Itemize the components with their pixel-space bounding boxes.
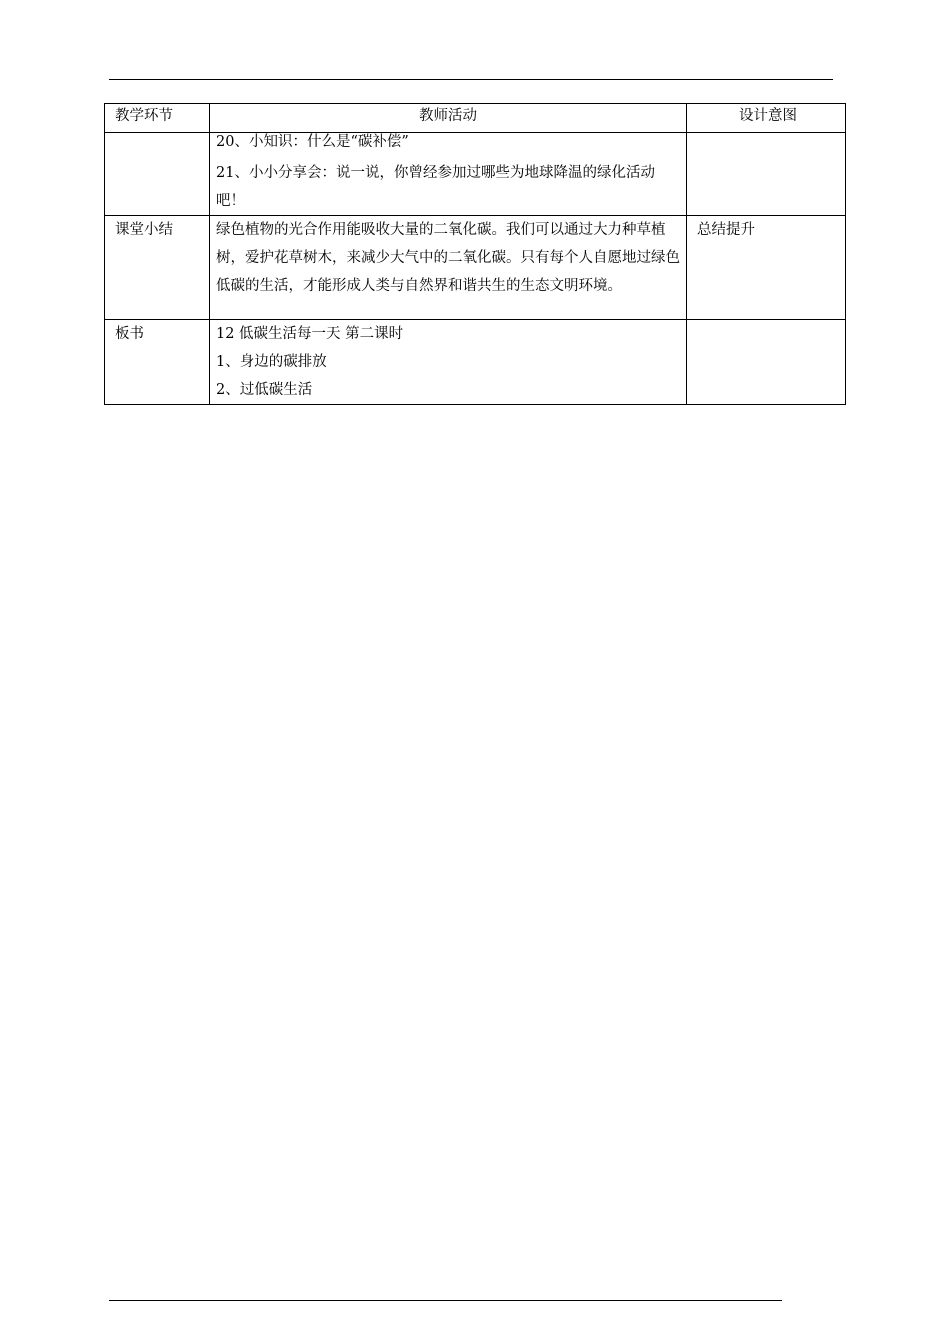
- header-activity: 教师活动: [210, 104, 687, 133]
- lesson-plan-table: [104, 103, 846, 405]
- table-header-row: [105, 104, 846, 133]
- activity-line: 21、小小分享会：说一说，你曾经参加过哪些为地球降温的绿化活动吧！: [216, 165, 655, 209]
- section-cell: 课堂小结: [105, 216, 210, 320]
- header-section: 教学环节: [105, 104, 210, 133]
- activity-line: 1、身边的碳排放: [216, 354, 327, 370]
- section-cell: 板书: [105, 320, 210, 405]
- footer-rule: [109, 1300, 782, 1301]
- table-row: [105, 320, 846, 405]
- activity-line: 2、过低碳生活: [216, 382, 313, 398]
- activity-line: 绿色植物的光合作用能吸收大量的二氧化碳。我们可以通过大力种草植树，爱护花草树木，来减少大气中的二氧化碳。只有每个人自愿地过绿色低碳的生活，才能形成人类与自然界和谐共生的生态文明环境。: [216, 222, 680, 294]
- header-intent: 设计意图: [687, 104, 846, 133]
- intent-cell: 总结提升: [687, 216, 846, 320]
- intent-cell: [687, 320, 846, 405]
- activity-cell: [210, 133, 687, 216]
- intent-cell: [687, 133, 846, 216]
- activity-line: 20、小知识：什么是“碳补偿”: [216, 134, 409, 150]
- table-row: [105, 133, 846, 216]
- header-rule: [109, 79, 833, 80]
- activity-cell: [210, 320, 687, 405]
- activity-line: 12 低碳生活每一天 第二课时: [216, 326, 404, 342]
- section-cell: [105, 133, 210, 216]
- table-row: [105, 216, 846, 320]
- activity-cell: [210, 216, 687, 320]
